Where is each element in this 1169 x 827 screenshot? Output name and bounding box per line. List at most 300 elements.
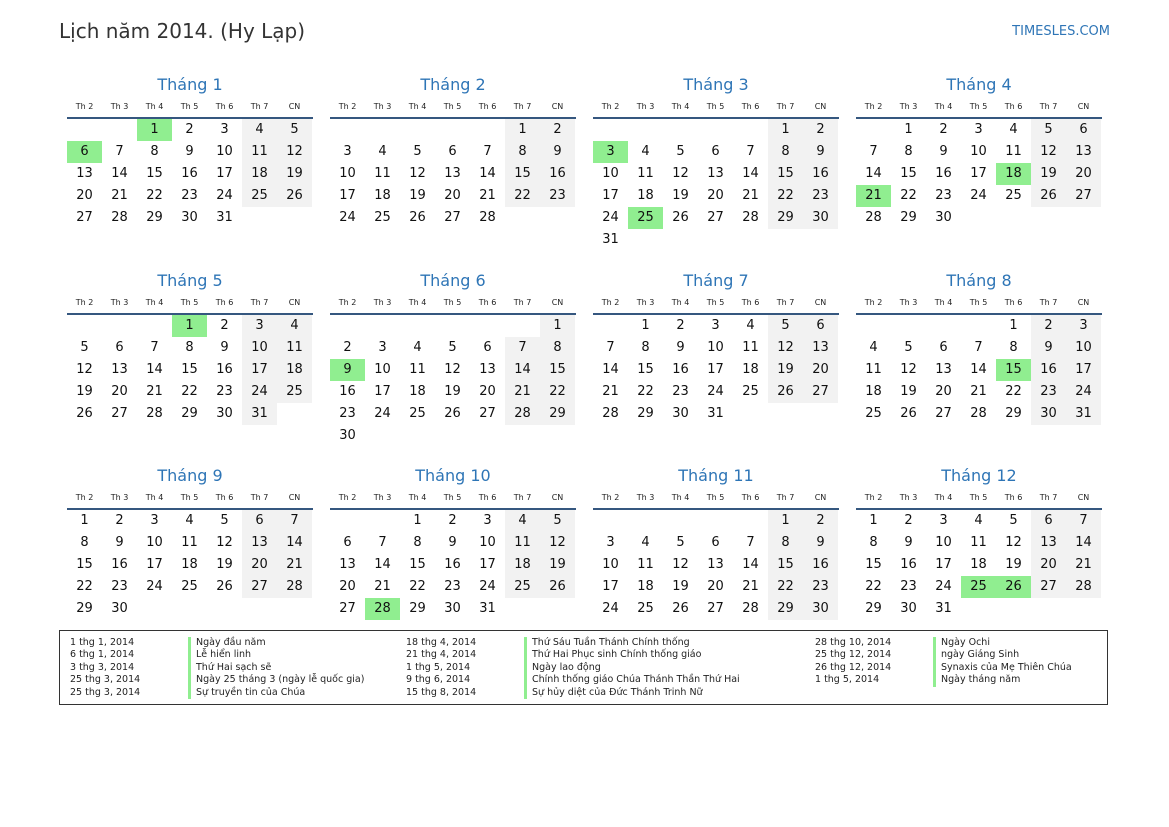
day-cell[interactable]: 2 xyxy=(904,513,913,528)
day-cell[interactable]: 24 xyxy=(242,381,277,403)
day-cell[interactable]: 14 xyxy=(505,359,540,381)
day-cell[interactable]: 23 xyxy=(444,579,461,594)
day-cell[interactable]: 5 xyxy=(220,513,229,528)
day-cell[interactable]: 25 xyxy=(374,210,391,225)
day-cell[interactable]: 26 xyxy=(277,185,312,207)
day-cell[interactable]: 1 xyxy=(540,315,575,337)
day-cell[interactable]: 24 xyxy=(1066,381,1101,403)
holiday-day-cell[interactable]: 15 xyxy=(996,359,1031,381)
day-cell[interactable]: 30 xyxy=(803,207,838,229)
day-cell[interactable]: 21 xyxy=(374,579,391,594)
day-cell[interactable]: 15 xyxy=(900,166,917,181)
day-cell[interactable]: 23 xyxy=(803,576,838,598)
day-cell[interactable]: 8 xyxy=(904,144,913,159)
day-cell[interactable]: 28 xyxy=(277,576,312,598)
day-cell[interactable]: 18 xyxy=(505,554,540,576)
day-cell[interactable]: 4 xyxy=(242,119,277,141)
day-cell[interactable]: 25 xyxy=(637,601,654,616)
day-cell[interactable]: 19 xyxy=(672,188,689,203)
day-cell[interactable]: 10 xyxy=(374,362,391,377)
holiday-day-cell[interactable]: 9 xyxy=(330,359,365,381)
day-cell[interactable]: 27 xyxy=(242,576,277,598)
day-cell[interactable]: 25 xyxy=(181,579,198,594)
day-cell[interactable]: 6 xyxy=(115,340,124,355)
day-cell[interactable]: 27 xyxy=(339,601,356,616)
site-link[interactable]: TIMESLES.COM xyxy=(1012,24,1110,39)
day-cell[interactable]: 13 xyxy=(339,557,356,572)
day-cell[interactable]: 27 xyxy=(707,601,724,616)
day-cell[interactable]: 15 xyxy=(540,359,575,381)
day-cell[interactable]: 11 xyxy=(1005,144,1022,159)
day-cell[interactable]: 2 xyxy=(448,513,457,528)
day-cell[interactable]: 4 xyxy=(641,535,650,550)
day-cell[interactable]: 14 xyxy=(602,362,619,377)
day-cell[interactable]: 13 xyxy=(242,532,277,554)
day-cell[interactable]: 17 xyxy=(339,188,356,203)
day-cell[interactable]: 7 xyxy=(869,144,878,159)
day-cell[interactable]: 23 xyxy=(1031,381,1066,403)
day-cell[interactable]: 6 xyxy=(803,315,838,337)
day-cell[interactable]: 23 xyxy=(181,188,198,203)
holiday-day-cell[interactable]: 6 xyxy=(67,141,102,163)
day-cell[interactable]: 9 xyxy=(904,535,913,550)
day-cell[interactable]: 2 xyxy=(939,122,948,137)
day-cell[interactable]: 16 xyxy=(181,166,198,181)
day-cell[interactable]: 14 xyxy=(479,166,496,181)
day-cell[interactable]: 19 xyxy=(900,384,917,399)
day-cell[interactable]: 28 xyxy=(865,210,882,225)
day-cell[interactable]: 30 xyxy=(935,210,952,225)
day-cell[interactable]: 11 xyxy=(374,166,391,181)
day-cell[interactable]: 6 xyxy=(939,340,948,355)
day-cell[interactable]: 22 xyxy=(1005,384,1022,399)
day-cell[interactable]: 13 xyxy=(111,362,128,377)
day-cell[interactable]: 17 xyxy=(479,557,496,572)
day-cell[interactable]: 17 xyxy=(242,359,277,381)
day-cell[interactable]: 29 xyxy=(409,601,426,616)
day-cell[interactable]: 24 xyxy=(707,384,724,399)
day-cell[interactable]: 22 xyxy=(768,185,803,207)
day-cell[interactable]: 25 xyxy=(505,576,540,598)
day-cell[interactable]: 30 xyxy=(339,428,356,443)
day-cell[interactable]: 3 xyxy=(711,318,720,333)
day-cell[interactable]: 17 xyxy=(935,557,952,572)
day-cell[interactable]: 9 xyxy=(185,144,194,159)
day-cell[interactable]: 1 xyxy=(413,513,422,528)
day-cell[interactable]: 1 xyxy=(869,513,878,528)
day-cell[interactable]: 26 xyxy=(900,406,917,421)
day-cell[interactable]: 28 xyxy=(111,210,128,225)
day-cell[interactable]: 29 xyxy=(637,406,654,421)
day-cell[interactable]: 2 xyxy=(540,119,575,141)
day-cell[interactable]: 16 xyxy=(803,163,838,185)
day-cell[interactable]: 11 xyxy=(637,166,654,181)
day-cell[interactable]: 29 xyxy=(181,406,198,421)
day-cell[interactable]: 19 xyxy=(76,384,93,399)
day-cell[interactable]: 7 xyxy=(746,144,755,159)
day-cell[interactable]: 5 xyxy=(80,340,89,355)
day-cell[interactable]: 30 xyxy=(1031,403,1066,425)
day-cell[interactable]: 9 xyxy=(803,141,838,163)
day-cell[interactable]: 5 xyxy=(448,340,457,355)
day-cell[interactable]: 3 xyxy=(150,513,159,528)
day-cell[interactable]: 16 xyxy=(1031,359,1066,381)
day-cell[interactable]: 6 xyxy=(711,144,720,159)
day-cell[interactable]: 26 xyxy=(76,406,93,421)
day-cell[interactable]: 18 xyxy=(409,384,426,399)
day-cell[interactable]: 14 xyxy=(111,166,128,181)
day-cell[interactable]: 27 xyxy=(444,210,461,225)
day-cell[interactable]: 22 xyxy=(505,185,540,207)
day-cell[interactable]: 7 xyxy=(115,144,124,159)
day-cell[interactable]: 15 xyxy=(505,163,540,185)
holiday-day-cell[interactable]: 3 xyxy=(593,141,628,163)
day-cell[interactable]: 19 xyxy=(540,554,575,576)
day-cell[interactable]: 24 xyxy=(602,601,619,616)
day-cell[interactable]: 30 xyxy=(803,598,838,620)
day-cell[interactable]: 20 xyxy=(803,359,838,381)
day-cell[interactable]: 18 xyxy=(374,188,391,203)
day-cell[interactable]: 7 xyxy=(150,340,159,355)
day-cell[interactable]: 6 xyxy=(1031,510,1066,532)
day-cell[interactable]: 23 xyxy=(540,185,575,207)
holiday-day-cell[interactable]: 25 xyxy=(628,207,663,229)
day-cell[interactable]: 16 xyxy=(444,557,461,572)
day-cell[interactable]: 1 xyxy=(641,318,650,333)
day-cell[interactable]: 2 xyxy=(115,513,124,528)
day-cell[interactable]: 11 xyxy=(242,141,277,163)
day-cell[interactable]: 14 xyxy=(742,557,759,572)
day-cell[interactable]: 23 xyxy=(216,384,233,399)
day-cell[interactable]: 29 xyxy=(146,210,163,225)
day-cell[interactable]: 7 xyxy=(746,535,755,550)
day-cell[interactable]: 8 xyxy=(869,535,878,550)
day-cell[interactable]: 2 xyxy=(803,119,838,141)
day-cell[interactable]: 19 xyxy=(216,557,233,572)
day-cell[interactable]: 9 xyxy=(220,340,229,355)
day-cell[interactable]: 4 xyxy=(277,315,312,337)
day-cell[interactable]: 16 xyxy=(900,557,917,572)
day-cell[interactable]: 21 xyxy=(146,384,163,399)
day-cell[interactable]: 20 xyxy=(479,384,496,399)
day-cell[interactable]: 20 xyxy=(1066,163,1101,185)
day-cell[interactable]: 25 xyxy=(242,185,277,207)
holiday-day-cell[interactable]: 21 xyxy=(856,185,891,207)
day-cell[interactable]: 19 xyxy=(409,188,426,203)
day-cell[interactable]: 10 xyxy=(339,166,356,181)
day-cell[interactable]: 3 xyxy=(343,144,352,159)
day-cell[interactable]: 7 xyxy=(378,535,387,550)
day-cell[interactable]: 4 xyxy=(974,513,983,528)
day-cell[interactable]: 7 xyxy=(606,340,615,355)
day-cell[interactable]: 7 xyxy=(1066,510,1101,532)
day-cell[interactable]: 23 xyxy=(672,384,689,399)
day-cell[interactable]: 20 xyxy=(242,554,277,576)
day-cell[interactable]: 8 xyxy=(185,340,194,355)
day-cell[interactable]: 6 xyxy=(711,535,720,550)
day-cell[interactable]: 3 xyxy=(242,315,277,337)
day-cell[interactable]: 16 xyxy=(672,362,689,377)
day-cell[interactable]: 17 xyxy=(216,166,233,181)
day-cell[interactable]: 9 xyxy=(676,340,685,355)
day-cell[interactable]: 12 xyxy=(409,166,426,181)
day-cell[interactable]: 27 xyxy=(803,381,838,403)
day-cell[interactable]: 3 xyxy=(220,122,229,137)
day-cell[interactable]: 19 xyxy=(1031,163,1066,185)
day-cell[interactable]: 11 xyxy=(277,337,312,359)
day-cell[interactable]: 7 xyxy=(277,510,312,532)
day-cell[interactable]: 13 xyxy=(1031,532,1066,554)
day-cell[interactable]: 27 xyxy=(111,406,128,421)
day-cell[interactable]: 27 xyxy=(935,406,952,421)
day-cell[interactable]: 15 xyxy=(768,163,803,185)
day-cell[interactable]: 1 xyxy=(80,513,89,528)
day-cell[interactable]: 26 xyxy=(1031,185,1066,207)
day-cell[interactable]: 24 xyxy=(374,406,391,421)
day-cell[interactable]: 8 xyxy=(505,141,540,163)
day-cell[interactable]: 5 xyxy=(676,535,685,550)
day-cell[interactable]: 18 xyxy=(637,188,654,203)
day-cell[interactable]: 28 xyxy=(1066,576,1101,598)
day-cell[interactable]: 30 xyxy=(111,601,128,616)
day-cell[interactable]: 17 xyxy=(707,362,724,377)
day-cell[interactable]: 2 xyxy=(803,510,838,532)
day-cell[interactable]: 11 xyxy=(181,535,198,550)
day-cell[interactable]: 24 xyxy=(216,188,233,203)
day-cell[interactable]: 18 xyxy=(970,557,987,572)
day-cell[interactable]: 4 xyxy=(378,144,387,159)
day-cell[interactable]: 28 xyxy=(505,403,540,425)
day-cell[interactable]: 29 xyxy=(1005,406,1022,421)
day-cell[interactable]: 2 xyxy=(676,318,685,333)
day-cell[interactable]: 2 xyxy=(1031,315,1066,337)
day-cell[interactable]: 30 xyxy=(181,210,198,225)
day-cell[interactable]: 14 xyxy=(1066,532,1101,554)
day-cell[interactable]: 12 xyxy=(76,362,93,377)
day-cell[interactable]: 16 xyxy=(216,362,233,377)
day-cell[interactable]: 14 xyxy=(277,532,312,554)
day-cell[interactable]: 21 xyxy=(970,384,987,399)
day-cell[interactable]: 13 xyxy=(935,362,952,377)
day-cell[interactable]: 3 xyxy=(939,513,948,528)
day-cell[interactable]: 27 xyxy=(76,210,93,225)
day-cell[interactable]: 22 xyxy=(540,381,575,403)
day-cell[interactable]: 26 xyxy=(216,579,233,594)
day-cell[interactable]: 11 xyxy=(865,362,882,377)
day-cell[interactable]: 14 xyxy=(146,362,163,377)
day-cell[interactable]: 18 xyxy=(742,362,759,377)
holiday-day-cell[interactable]: 18 xyxy=(996,163,1031,185)
day-cell[interactable]: 19 xyxy=(1005,557,1022,572)
day-cell[interactable]: 4 xyxy=(185,513,194,528)
day-cell[interactable]: 24 xyxy=(479,579,496,594)
day-cell[interactable]: 31 xyxy=(1066,403,1101,425)
day-cell[interactable]: 10 xyxy=(602,166,619,181)
day-cell[interactable]: 17 xyxy=(1066,359,1101,381)
day-cell[interactable]: 24 xyxy=(602,210,619,225)
day-cell[interactable]: 15 xyxy=(768,554,803,576)
day-cell[interactable]: 6 xyxy=(343,535,352,550)
day-cell[interactable]: 18 xyxy=(242,163,277,185)
day-cell[interactable]: 16 xyxy=(339,384,356,399)
day-cell[interactable]: 4 xyxy=(869,340,878,355)
day-cell[interactable]: 20 xyxy=(444,188,461,203)
day-cell[interactable]: 13 xyxy=(803,337,838,359)
day-cell[interactable]: 6 xyxy=(242,510,277,532)
day-cell[interactable]: 21 xyxy=(742,579,759,594)
day-cell[interactable]: 3 xyxy=(974,122,983,137)
day-cell[interactable]: 31 xyxy=(935,601,952,616)
day-cell[interactable]: 31 xyxy=(479,601,496,616)
day-cell[interactable]: 2 xyxy=(220,318,229,333)
day-cell[interactable]: 13 xyxy=(1066,141,1101,163)
day-cell[interactable]: 19 xyxy=(277,163,312,185)
day-cell[interactable]: 10 xyxy=(970,144,987,159)
day-cell[interactable]: 13 xyxy=(707,557,724,572)
day-cell[interactable]: 1 xyxy=(904,122,913,137)
day-cell[interactable]: 10 xyxy=(242,337,277,359)
day-cell[interactable]: 7 xyxy=(505,337,540,359)
day-cell[interactable]: 31 xyxy=(707,406,724,421)
day-cell[interactable]: 23 xyxy=(803,185,838,207)
day-cell[interactable]: 10 xyxy=(216,144,233,159)
day-cell[interactable]: 10 xyxy=(479,535,496,550)
day-cell[interactable]: 27 xyxy=(707,210,724,225)
day-cell[interactable]: 31 xyxy=(242,403,277,425)
day-cell[interactable]: 5 xyxy=(540,510,575,532)
day-cell[interactable]: 8 xyxy=(768,532,803,554)
day-cell[interactable]: 9 xyxy=(803,532,838,554)
day-cell[interactable]: 28 xyxy=(479,210,496,225)
day-cell[interactable]: 12 xyxy=(444,362,461,377)
day-cell[interactable]: 9 xyxy=(448,535,457,550)
day-cell[interactable]: 22 xyxy=(900,188,917,203)
day-cell[interactable]: 11 xyxy=(970,535,987,550)
day-cell[interactable]: 7 xyxy=(974,340,983,355)
day-cell[interactable]: 1 xyxy=(768,119,803,141)
day-cell[interactable]: 4 xyxy=(641,144,650,159)
day-cell[interactable]: 22 xyxy=(637,384,654,399)
day-cell[interactable]: 26 xyxy=(672,210,689,225)
day-cell[interactable]: 23 xyxy=(935,188,952,203)
day-cell[interactable]: 30 xyxy=(444,601,461,616)
day-cell[interactable]: 9 xyxy=(115,535,124,550)
day-cell[interactable]: 11 xyxy=(637,557,654,572)
day-cell[interactable]: 24 xyxy=(970,188,987,203)
day-cell[interactable]: 3 xyxy=(378,340,387,355)
day-cell[interactable]: 6 xyxy=(1066,119,1101,141)
day-cell[interactable]: 20 xyxy=(1031,554,1066,576)
day-cell[interactable]: 17 xyxy=(374,384,391,399)
day-cell[interactable]: 1 xyxy=(768,510,803,532)
day-cell[interactable]: 13 xyxy=(76,166,93,181)
day-cell[interactable]: 25 xyxy=(865,406,882,421)
day-cell[interactable]: 20 xyxy=(707,188,724,203)
day-cell[interactable]: 12 xyxy=(768,337,803,359)
day-cell[interactable]: 17 xyxy=(146,557,163,572)
day-cell[interactable]: 17 xyxy=(602,579,619,594)
day-cell[interactable]: 21 xyxy=(111,188,128,203)
day-cell[interactable]: 22 xyxy=(181,384,198,399)
day-cell[interactable]: 18 xyxy=(865,384,882,399)
day-cell[interactable]: 23 xyxy=(900,579,917,594)
day-cell[interactable]: 29 xyxy=(76,601,93,616)
day-cell[interactable]: 6 xyxy=(483,340,492,355)
day-cell[interactable]: 30 xyxy=(900,601,917,616)
day-cell[interactable]: 12 xyxy=(1031,141,1066,163)
day-cell[interactable]: 30 xyxy=(216,406,233,421)
day-cell[interactable]: 16 xyxy=(935,166,952,181)
day-cell[interactable]: 10 xyxy=(602,557,619,572)
day-cell[interactable]: 8 xyxy=(150,144,159,159)
day-cell[interactable]: 19 xyxy=(444,384,461,399)
day-cell[interactable]: 24 xyxy=(146,579,163,594)
day-cell[interactable]: 10 xyxy=(1066,337,1101,359)
day-cell[interactable]: 12 xyxy=(216,535,233,550)
day-cell[interactable]: 20 xyxy=(111,384,128,399)
day-cell[interactable]: 15 xyxy=(146,166,163,181)
day-cell[interactable]: 21 xyxy=(1066,554,1101,576)
day-cell[interactable]: 27 xyxy=(1066,185,1101,207)
day-cell[interactable]: 13 xyxy=(444,166,461,181)
day-cell[interactable]: 22 xyxy=(146,188,163,203)
day-cell[interactable]: 12 xyxy=(540,532,575,554)
day-cell[interactable]: 23 xyxy=(111,579,128,594)
day-cell[interactable]: 28 xyxy=(602,406,619,421)
day-cell[interactable]: 29 xyxy=(865,601,882,616)
day-cell[interactable]: 14 xyxy=(374,557,391,572)
day-cell[interactable]: 30 xyxy=(672,406,689,421)
day-cell[interactable]: 18 xyxy=(181,557,198,572)
day-cell[interactable]: 21 xyxy=(277,554,312,576)
day-cell[interactable]: 31 xyxy=(216,210,233,225)
day-cell[interactable]: 26 xyxy=(672,601,689,616)
day-cell[interactable]: 4 xyxy=(505,510,540,532)
day-cell[interactable]: 5 xyxy=(768,315,803,337)
day-cell[interactable]: 26 xyxy=(409,210,426,225)
day-cell[interactable]: 25 xyxy=(277,381,312,403)
day-cell[interactable]: 29 xyxy=(900,210,917,225)
day-cell[interactable]: 10 xyxy=(146,535,163,550)
day-cell[interactable]: 8 xyxy=(1009,340,1018,355)
day-cell[interactable]: 2 xyxy=(185,122,194,137)
day-cell[interactable]: 5 xyxy=(1009,513,1018,528)
day-cell[interactable]: 16 xyxy=(540,163,575,185)
day-cell[interactable]: 11 xyxy=(742,340,759,355)
day-cell[interactable]: 10 xyxy=(707,340,724,355)
day-cell[interactable]: 9 xyxy=(1031,337,1066,359)
day-cell[interactable]: 25 xyxy=(742,384,759,399)
day-cell[interactable]: 2 xyxy=(343,340,352,355)
day-cell[interactable]: 27 xyxy=(1031,576,1066,598)
day-cell[interactable]: 21 xyxy=(479,188,496,203)
day-cell[interactable]: 15 xyxy=(409,557,426,572)
day-cell[interactable]: 21 xyxy=(742,188,759,203)
day-cell[interactable]: 26 xyxy=(540,576,575,598)
day-cell[interactable]: 22 xyxy=(409,579,426,594)
day-cell[interactable]: 3 xyxy=(1066,315,1101,337)
day-cell[interactable]: 4 xyxy=(413,340,422,355)
day-cell[interactable]: 12 xyxy=(900,362,917,377)
holiday-day-cell[interactable]: 28 xyxy=(365,598,400,620)
day-cell[interactable]: 12 xyxy=(672,557,689,572)
day-cell[interactable]: 7 xyxy=(483,144,492,159)
day-cell[interactable]: 12 xyxy=(277,141,312,163)
day-cell[interactable]: 24 xyxy=(339,210,356,225)
day-cell[interactable]: 6 xyxy=(448,144,457,159)
day-cell[interactable]: 5 xyxy=(1031,119,1066,141)
day-cell[interactable]: 14 xyxy=(970,362,987,377)
